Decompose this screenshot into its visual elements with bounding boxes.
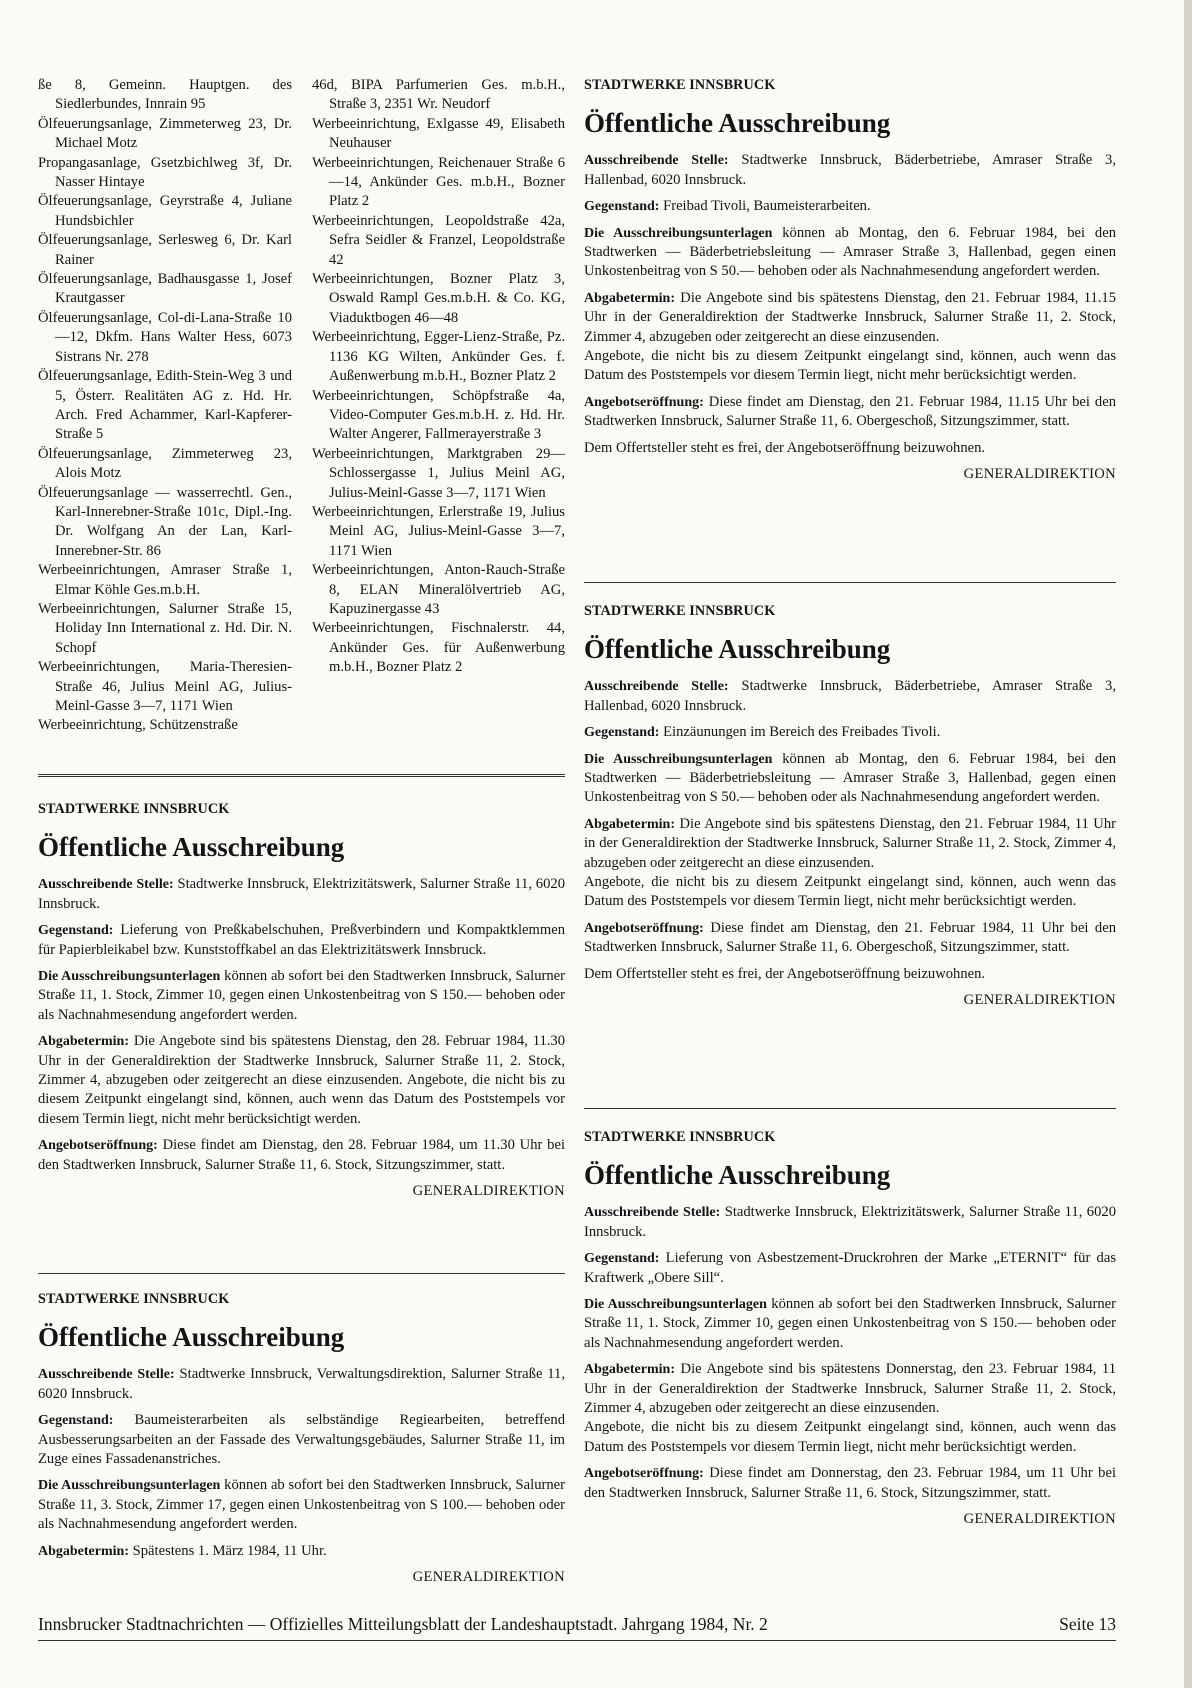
paragraph-text: können ab sofort bei den Stadtwerken Innsbruck, Salurner Straße 11, 3. Stock, Zimmer 17, gegen einen Unkostenbeitrag von S 100.— behoben oder als Nachnahmesendung angefordert werden. bbox=[38, 1477, 565, 1533]
notice-paragraph bbox=[38, 875, 565, 914]
permit-entry: Ölfeuerungsanlage, Serlesweg 6, Dr. Karl Rainer bbox=[38, 232, 292, 268]
paragraph-text: Dem Offertsteller steht es frei, der Angebotseröffnung beizuwohnen. bbox=[584, 439, 986, 456]
permit-entry: 46d, BIPA Parfumerien Ges. m.b.H., Straße 3, 2351 Wr. Neudorf bbox=[312, 77, 565, 113]
notice-signature: GENERALDIREKTION bbox=[963, 1511, 1116, 1528]
permit-entry: Werbeeinrichtungen, Bozner Platz 3, Oswald Rampl Ges.m.b.H. & Co. KG, Viaduktbogen 46—48 bbox=[312, 271, 565, 326]
notice-paragraph bbox=[584, 439, 1116, 458]
permit-entry: Werbeeinrichtungen, Fischnalerstr. 44, Ankünder Ges. für Außenwerbung m.b.H., Bozner Platz 2 bbox=[312, 620, 565, 676]
paragraph-text: können ab sofort bei den Stadtwerken Innsbruck, Salurner Straße 11, 1. Stock, Zimmer 10, gegen einen Unkostenbeitrag von S 150.— behoben oder als Nachnahmesendung angefordert werden. bbox=[38, 968, 565, 1023]
paragraph-label: Angebotseröffnung: bbox=[584, 394, 704, 410]
permit-entry: Ölfeuerungsanlage, Badhausgasse 1, Josef Krautgasser bbox=[38, 271, 292, 307]
notice bbox=[584, 1128, 1116, 1530]
paragraph-text: Die Angebote sind bis spätestens Donnerstag, den 23. Februar 1984, 11 Uhr in der Generaldirektion der Stadtwerke Innsbruck, Salurner Straße 11, 2. Stock, Zimmer 4, abzugeben oder zeitgerecht an diese einzusenden. bbox=[584, 1361, 1116, 1417]
permit-list-column-1 bbox=[38, 76, 292, 736]
notice-title: Öffentliche Ausschreibung bbox=[584, 108, 891, 139]
notice-org: STADTWERKE INNSBRUCK bbox=[38, 1291, 230, 1307]
permit-entry: Werbeeinrichtungen, Leopoldstraße 42a, Sefra Seidler & Franzel, Leopoldstraße 42 bbox=[312, 212, 565, 268]
paragraph-text: Stadtwerke Innsbruck, Bäderbetriebe, Amraser Straße 3, Hallenbad, 6020 Innsbruck. bbox=[584, 152, 1116, 188]
paragraph-text: Die Angebote sind bis spätestens Dienstag, den 21. Februar 1984, 11 Uhr in der Generaldirektion der Stadtwerke Innsbruck, Salurner Straße 11, 2. Stock, Zimmer 4, abzugeben oder zeitgerecht an diese einzusenden. bbox=[584, 815, 1116, 871]
notice-title: Öffentliche Ausschreibung bbox=[38, 832, 345, 863]
notice-title: Öffentliche Ausschreibung bbox=[38, 1322, 345, 1353]
permit-entry: Werbeeinrichtungen, Erlerstraße 19, Julius Meinl AG, Julius-Meinl-Gasse 3—7, 1171 Wien bbox=[312, 503, 565, 559]
notice-org: STADTWERKE INNSBRUCK bbox=[584, 1129, 776, 1145]
paragraph-label: Ausschreibende Stelle: bbox=[38, 877, 174, 893]
notice-paragraph bbox=[584, 965, 1116, 984]
notice-paragraph bbox=[584, 197, 1116, 216]
paragraph-text: Angebote, die nicht bis zu diesem Zeitpunkt eingelangt sind, können, auch wenn das Datum des Poststempels vor diesem Termin liegt, nicht mehr berücksichtigt werden. bbox=[584, 1419, 1116, 1455]
notice-paragraph bbox=[584, 151, 1116, 190]
paragraph-label: Gegenstand: bbox=[584, 1251, 660, 1267]
permit-entry: Ölfeuerungsanlage — wasserrechtl. Gen., Karl-Innerebner-Straße 101c, Dipl.-Ing. Dr. Wolfgang An der Lan, Karl-Innerebner-Str. 86 bbox=[38, 484, 292, 559]
notice bbox=[38, 1290, 565, 1587]
permit-entry: Werbeeinrichtungen, Reichenauer Straße 6—14, Ankünder Ges. m.b.H., Bozner Platz 2 bbox=[312, 154, 565, 210]
permit-entry: Ölfeuerungsanlage, Zimmeterweg 23, Alois Motz bbox=[38, 445, 292, 482]
paragraph-label: Gegenstand: bbox=[584, 199, 660, 215]
section-divider bbox=[38, 774, 565, 777]
notice-paragraph bbox=[584, 723, 1116, 742]
notice-paragraph bbox=[584, 1464, 1116, 1503]
paragraph-text: Diese findet am Donnerstag, den 23. Februar 1984, um 11 Uhr bei den Stadtwerken Innsbruck, Salurner Straße 11, 6. Stock, Sitzungszimmer, statt. bbox=[584, 1465, 1116, 1501]
notice-paragraph bbox=[584, 750, 1116, 808]
paragraph-label: Die Ausschreibungsunterlagen bbox=[584, 225, 773, 241]
notice-title: Öffentliche Ausschreibung bbox=[584, 1160, 891, 1191]
notice-paragraph bbox=[584, 1295, 1116, 1353]
notice-paragraph bbox=[38, 1411, 565, 1469]
notice bbox=[38, 800, 565, 1202]
notice-paragraph bbox=[38, 1136, 565, 1175]
paragraph-label: Gegenstand: bbox=[584, 725, 660, 741]
page-edge bbox=[1184, 0, 1192, 1688]
notice-paragraph bbox=[584, 873, 1116, 912]
paragraph-text: Angebote, die nicht bis zu diesem Zeitpunkt eingelangt sind, können, auch wenn das Datum des Poststempels vor diesem Termin liegt, nicht mehr berücksichtigt werden. bbox=[584, 874, 1116, 910]
paragraph-text: Dem Offertsteller steht es frei, der Angebotseröffnung beizuwohnen. bbox=[584, 965, 986, 982]
notice-paragraph bbox=[38, 967, 565, 1025]
paragraph-text: Diese findet am Dienstag, den 21. Februar 1984, 11 Uhr bei den Stadtwerken Innsbruck, Salurner Straße 11, 6. Obergeschoß, Sitzungszimmer, statt. bbox=[584, 919, 1116, 956]
notice-paragraph bbox=[38, 1365, 565, 1404]
permit-entry: Werbeeinrichtungen, Anton-Rauch-Straße 8, ELAN Mineralölvertrieb AG, Kapuzinergasse 43 bbox=[312, 562, 565, 617]
notice-signature: GENERALDIREKTION bbox=[412, 1569, 565, 1586]
notice-paragraph bbox=[584, 919, 1116, 958]
paragraph-text: können ab sofort bei den Stadtwerken Innsbruck, Salurner Straße 11, 1. Stock, Zimmer 10, gegen einen Unkostenbeitrag von S 150.— behoben oder als Nachnahmesendung angefordert werden. bbox=[584, 1296, 1116, 1351]
paragraph-text: Lieferung von Asbestzement-Druckrohren der Marke „ETERNIT“ für das Kraftwerk „Obere Sill“. bbox=[584, 1250, 1116, 1286]
paragraph-text: können ab Montag, den 6. Februar 1984, bei den Stadtwerken — Bäderbetriebsleitung — Amraser Straße 3, Hallenbad, gegen einen Unkostenbeitrag von S 50.— behoben oder als Nachnahmesendung angefordert werden. bbox=[584, 224, 1116, 280]
paragraph-label: Angebotseröffnung: bbox=[38, 1138, 158, 1154]
permit-entry: Werbeeinrichtung, Schützenstraße bbox=[38, 717, 238, 734]
paragraph-label: Abgabetermin: bbox=[584, 1362, 675, 1378]
paragraph-text: Diese findet am Dienstag, den 28. Februar 1984, um 11.30 Uhr bei den Stadtwerken Innsbruck, Salurner Straße 11, 6. Stock, Sitzungszimmer, statt. bbox=[38, 1137, 565, 1173]
notice-divider bbox=[584, 1108, 1116, 1109]
paragraph-label: Angebotseröffnung: bbox=[584, 1466, 704, 1482]
permit-entry: Ölfeuerungsanlage, Zimmeterweg 23, Dr. Michael Motz bbox=[38, 115, 292, 152]
notice-paragraph bbox=[584, 393, 1116, 432]
paragraph-text: Lieferung von Preßkabelschuhen, Preßverbindern und Kompaktklemmen für Papierbleikabel bzw. Kunststoffkabel an das Elektrizitätswerk Innsbruck. bbox=[38, 922, 565, 958]
paragraph-text: Stadtwerke Innsbruck, Bäderbetriebe, Amraser Straße 3, Hallenbad, 6020 Innsbruck. bbox=[584, 678, 1116, 714]
notice-paragraph bbox=[584, 815, 1116, 873]
permit-entry: Werbeeinrichtungen, Maria-Theresien-Straße 46, Julius Meinl AG, Julius-Meinl-Gasse 3—7, 1171 Wien bbox=[38, 659, 292, 714]
notice-title: Öffentliche Ausschreibung bbox=[584, 634, 891, 665]
paragraph-text: Freibad Tivoli, Baumeisterarbeiten. bbox=[659, 198, 871, 215]
paragraph-label: Gegenstand: bbox=[38, 923, 114, 939]
paragraph-text: können ab Montag, den 6. Februar 1984, bei den Stadtwerken — Bäderbetriebsleitung — Amraser Straße 3, Hallenbad, gegen einen Unkostenbeitrag von S 50.— behoben oder als Nachnahmesendung angefordert werden. bbox=[584, 750, 1116, 806]
paragraph-text: Stadtwerke Innsbruck, Verwaltungsdirektion, Salurner Straße 11, 6020 Innsbruck. bbox=[38, 1366, 565, 1402]
notice-org: STADTWERKE INNSBRUCK bbox=[38, 801, 230, 817]
permit-entry: Ölfeuerungsanlage, Geyrstraße 4, Juliane Hundsbichler bbox=[38, 193, 292, 229]
notice-paragraph bbox=[584, 1203, 1116, 1242]
notice-paragraph bbox=[584, 1418, 1116, 1457]
paragraph-text: Spätestens 1. März 1984, 11 Uhr. bbox=[129, 1542, 327, 1559]
paragraph-label: Abgabetermin: bbox=[584, 816, 675, 832]
paragraph-label: Die Ausschreibungsunterlagen bbox=[38, 969, 221, 985]
permit-entry: Werbeeinrichtungen, Marktgraben 29—Schlossergasse 1, Julius Meinl AG, Julius-Meinl-Gasse 3—7, 1171 Wien bbox=[312, 445, 565, 501]
notice-paragraph bbox=[584, 1249, 1116, 1288]
permit-entry: Ölfeuerungsanlage, Col-di-Lana-Straße 10—12, Dkfm. Hans Walter Hess, 6073 Sistrans Nr. 278 bbox=[38, 309, 292, 365]
paragraph-text: Einzäunungen im Bereich des Freibades Tivoli. bbox=[659, 724, 941, 741]
page-number: Seite 13 bbox=[1059, 1614, 1116, 1634]
paragraph-label: Ausschreibende Stelle: bbox=[584, 679, 729, 695]
permit-list-column-2 bbox=[312, 76, 565, 678]
paragraph-label: Abgabetermin: bbox=[584, 290, 675, 306]
notice-signature: GENERALDIREKTION bbox=[963, 466, 1116, 483]
paragraph-label: Angebotseröffnung: bbox=[584, 920, 704, 936]
paragraph-text: Baumeisterarbeiten als selbständige Regiearbeiten, betreffend Ausbesserungsarbeiten an der Fassade des Verwaltungsgebäudes, Salurner Straße 11, im Zuge eines Fassadenanstriches. bbox=[38, 1412, 565, 1468]
notice-signature: GENERALDIREKTION bbox=[963, 992, 1116, 1009]
page-footer bbox=[38, 1614, 1116, 1635]
paragraph-text: Diese findet am Dienstag, den 21. Februar 1984, 11.15 Uhr bei den Stadtwerken Innsbruck, Salurner Straße 11, 6. Obergeschoß, Sitzungszimmer, statt. bbox=[584, 393, 1116, 430]
notice-signature: GENERALDIREKTION bbox=[412, 1183, 565, 1200]
notice-paragraph bbox=[38, 1032, 565, 1129]
paragraph-text: Stadtwerke Innsbruck, Elektrizitätswerk, Salurner Straße 11, 6020 Innsbruck. bbox=[584, 1204, 1116, 1240]
notice-paragraph bbox=[38, 1476, 565, 1534]
notice-paragraph bbox=[584, 289, 1116, 347]
paragraph-text: Die Angebote sind bis spätestens Dienstag, den 28. Februar 1984, 11.30 Uhr in der Generaldirektion der Stadtwerke Innsbruck, Salurner Straße 11, 2. Stock, Zimmer 4, abzugeben oder zeitgerecht an diese einzusenden. Angebote, die nicht bis zu diesem Zeitpunkt eingelangt sind, können, auch wenn das Datum des Poststempels vor diesem Termin liegt, nicht mehr berücksichtigt werden. bbox=[38, 1033, 565, 1127]
paragraph-label: Gegenstand: bbox=[38, 1413, 114, 1429]
paragraph-label: Abgabetermin: bbox=[38, 1543, 129, 1559]
paragraph-label: Die Ausschreibungsunterlagen bbox=[584, 751, 773, 767]
notice bbox=[584, 76, 1116, 485]
notice-paragraph bbox=[584, 677, 1116, 716]
permit-entry: Werbeeinrichtungen, Salurner Straße 15, Holiday Inn International z. Hd. Dir. N. Schopf bbox=[38, 600, 292, 656]
permit-entry: Werbeeinrichtung, Exlgasse 49, Elisabeth Neuhauser bbox=[312, 115, 565, 152]
permit-entry: ße 8, Gemeinn. Hauptgen. des Siedlerbundes, Innrain 95 bbox=[38, 77, 292, 113]
paragraph-text: Stadtwerke Innsbruck, Elektrizitätswerk, Salurner Straße 11, 6020 Innsbruck. bbox=[38, 876, 565, 912]
permit-entry: Ölfeuerungsanlage, Edith-Stein-Weg 3 und 5, Österr. Realitäten AG z. Hd. Hr. Arch. Fred Achammer, Karl-Kapferer-Straße 5 bbox=[38, 368, 292, 443]
paragraph-label: Die Ausschreibungsunterlagen bbox=[38, 1478, 221, 1494]
notice-paragraph bbox=[584, 224, 1116, 282]
notice-paragraph bbox=[584, 347, 1116, 386]
paragraph-label: Die Ausschreibungsunterlagen bbox=[584, 1297, 767, 1313]
notice-divider bbox=[38, 1273, 565, 1274]
footer-rule bbox=[38, 1640, 1116, 1641]
notice-org: STADTWERKE INNSBRUCK bbox=[584, 77, 776, 93]
paragraph-text: Angebote, die nicht bis zu diesem Zeitpunkt eingelangt sind, können, auch wenn das Datum des Poststempels vor diesem Termin liegt, nicht mehr berücksichtigt werden. bbox=[584, 348, 1116, 384]
notice bbox=[584, 602, 1116, 1011]
permit-entry: Werbeeinrichtungen, Schöpfstraße 4a, Video-Computer Ges.m.b.H. z. Hd. Hr. Walter Angerer, Fallmerayerstraße 3 bbox=[312, 387, 565, 443]
permit-entry: Werbeeinrichtung, Egger-Lienz-Straße, Pz. 1136 KG Wilten, Ankünder Ges. f. Außenwerbung m.b.H., Bozner Platz 2 bbox=[312, 329, 565, 385]
paragraph-label: Ausschreibende Stelle: bbox=[38, 1367, 175, 1383]
publication-line: Innsbrucker Stadtnachrichten — Offizielles Mitteilungsblatt der Landeshauptstadt. Jahrgang 1984, Nr. 2 bbox=[38, 1614, 768, 1634]
paragraph-label: Ausschreibende Stelle: bbox=[584, 1205, 721, 1221]
permit-entry: Werbeeinrichtungen, Amraser Straße 1, Elmar Köhle Ges.m.b.H. bbox=[38, 562, 292, 598]
notice-paragraph bbox=[38, 921, 565, 960]
permit-entry: Propangasanlage, Gsetzbichlweg 3f, Dr. Nasser Hintaye bbox=[38, 154, 292, 191]
notice-paragraph bbox=[584, 1360, 1116, 1418]
paragraph-label: Ausschreibende Stelle: bbox=[584, 153, 729, 169]
notice-org: STADTWERKE INNSBRUCK bbox=[584, 603, 776, 619]
notice-divider bbox=[584, 582, 1116, 583]
paragraph-text: Die Angebote sind bis spätestens Dienstag, den 21. Februar 1984, 11.15 Uhr in der Generaldirektion der Stadtwerke Innsbruck, Salurner Straße 11, 2. Stock, Zimmer 4, abzugeben oder zeitgerecht an diese einzusenden. bbox=[584, 289, 1116, 345]
paragraph-label: Abgabetermin: bbox=[38, 1034, 129, 1050]
notice-paragraph bbox=[38, 1542, 565, 1561]
